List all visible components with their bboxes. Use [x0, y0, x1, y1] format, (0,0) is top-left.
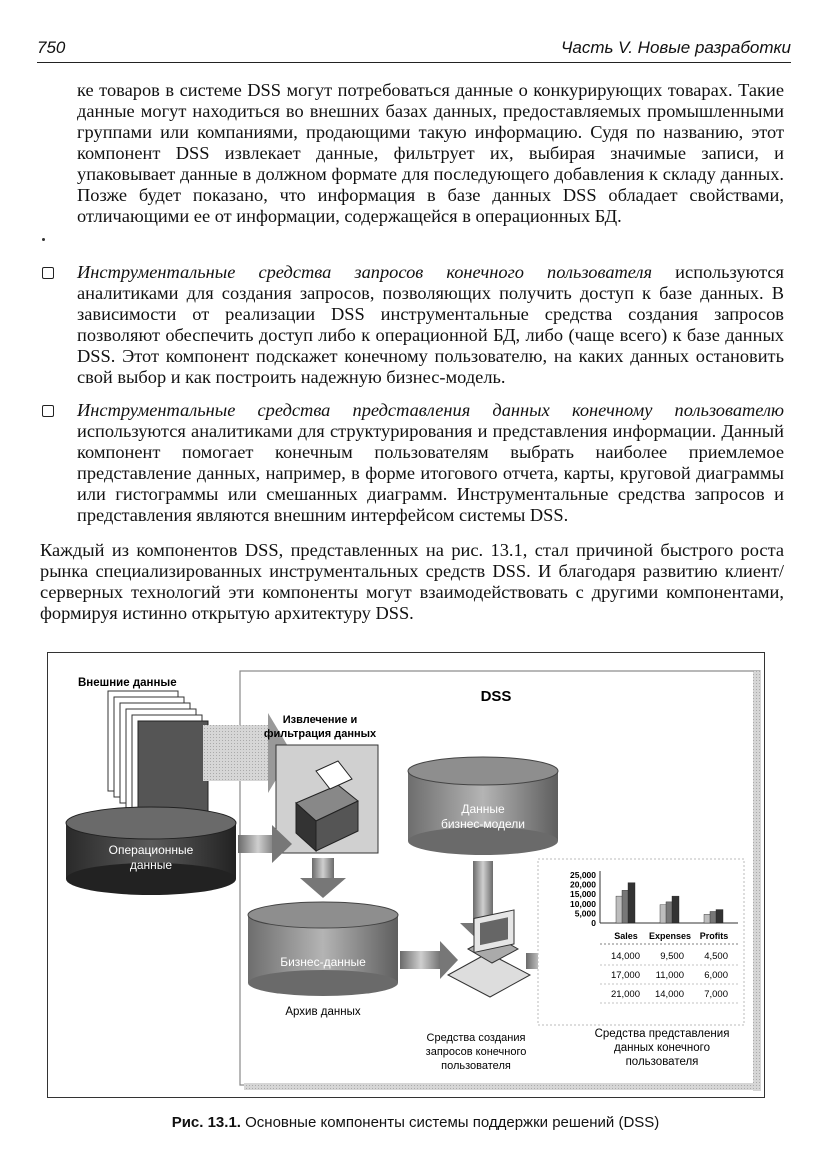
paragraph-text: Каждый из компонентов DSS, представленных на рис. 13.1, стал причиной быстрого роста рынка специализированных инструментальных средств DSS. И благодаря развитию клиент/серверных технологий эти компоненты могут взаимодействовать с другими компонентами, формируя истинно открытую архитектуру DSS.: [40, 540, 784, 623]
extract-label: фильтрация данных: [263, 728, 377, 740]
dss-diagram-svg: [48, 653, 764, 1097]
business-data-cylinder: [248, 902, 398, 996]
model-label: Данные: [461, 802, 505, 816]
flow-arrow-external: [203, 725, 268, 781]
y-tick-label: 10,000: [570, 898, 596, 909]
paragraph-text: ке товаров в системе DSS могут потребоваться данные о конкурирующих товарах. Такие данные могут находиться во внешних базах данных, предоставляемых промышленными группами или компаниями, продающими такую информацию. Судя по названию, этот компонент DSS извлекает данные, фильтрует их, выбирая значимые записи, и упаковывает данные в должном формате для последующего добавления к складу данных. Позже будет показано, что информация в базе данных DSS обладает свойствами, отличающими ее от информации, содержащейся в операционных БД.: [77, 80, 784, 226]
table-cell: 14,000: [610, 951, 640, 962]
table-cell: 21,000: [610, 989, 640, 1000]
table-cell: 4,500: [704, 951, 728, 962]
bullet-body: используются аналитиками для создания запросов, позволяющих получить доступ к базе данных. В зависимости от реализации DSS инструментальные средства создания запросов позволяют обеспечить доступ либо к операционной БД, либо (чаще всего) к базе данных DSS. Этот компонент подскажет конечному пользователю, на каких данных остановить свой выбор и как построить надежную бизнес-модель.: [77, 262, 785, 387]
y-tick-label: 0: [591, 918, 596, 928]
y-tick-label: 25,000: [570, 870, 596, 880]
running-header: [37, 36, 791, 63]
column-header: Expenses: [648, 931, 692, 941]
archive-label: Архив данных: [285, 1006, 361, 1018]
page-number: 750: [37, 38, 66, 57]
column-header: Sales: [614, 931, 638, 941]
chart-bar: [672, 896, 679, 923]
y-tick-label: 5,000: [574, 908, 596, 919]
bullet-item-presentation-tools: [40, 400, 784, 526]
bullet-term: Инструментальные средства представления данных конечному пользователю: [77, 400, 784, 420]
paragraph: [40, 540, 784, 624]
checkbox-bullet-icon: [42, 405, 54, 417]
flow-arrow-shaft: [400, 951, 442, 969]
chart-bar: [716, 910, 723, 923]
extract-label: Извлечение и: [282, 714, 358, 726]
external-data-label: Внешние данные: [78, 677, 177, 689]
query-tools-label: запросов конечного: [425, 1046, 527, 1058]
mini-chart-frame: [538, 859, 744, 1025]
column-header: Profits: [699, 931, 729, 941]
stray-mark: [42, 238, 45, 241]
operational-label: Операционные: [108, 843, 194, 857]
bullet-item-query-tools: [40, 262, 784, 388]
panel-shadow-right: [753, 671, 761, 1091]
paragraph-continued: [77, 80, 784, 227]
bullet-term: Инструментальные средства запросов конечного пользователя: [77, 262, 653, 282]
business-data-label: Бизнес-данные: [280, 955, 366, 969]
bullet-text: [77, 262, 784, 388]
table-cell: 9,500: [660, 951, 684, 962]
chart-bar: [628, 883, 635, 923]
figure-dss-diagram: [47, 652, 765, 1098]
bullet-body: используются аналитиками для структурирования и представления информации. Данный компонент помогает конечным пользователям выбрать наиболее приемлемое представление данных, например, в форме итогового отчета, карты, круговой диаграммы или гистограммы или смешанных диаграмм. Инструментальные средства запросов и представления являются внешним интерфейсом системы DSS.: [77, 421, 784, 525]
flow-arrow-shaft: [473, 861, 493, 923]
table-cell: 11,000: [655, 970, 684, 981]
presentation-label: Средства представления: [594, 1028, 730, 1040]
y-tick-label: 15,000: [570, 889, 596, 900]
caption-label: Рис. 13.1.: [171, 1114, 241, 1131]
figure-caption: [0, 1114, 831, 1131]
model-label: бизнес-модели: [440, 817, 526, 831]
operational-label: данные: [129, 858, 173, 872]
query-tools-label: пользователя: [441, 1060, 511, 1072]
document-stack-icon: [108, 691, 208, 821]
query-tools-label: Средства создания: [426, 1032, 526, 1044]
table-cell: 17,000: [610, 970, 640, 981]
part-title: Часть V. Новые разработки: [560, 38, 791, 57]
dss-label: DSS: [480, 688, 512, 705]
presentation-label: пользователя: [625, 1056, 699, 1068]
caption-text: Основные компоненты системы поддержки решений (DSS): [240, 1114, 660, 1131]
table-cell: 6,000: [704, 970, 728, 981]
bullet-text: [77, 400, 784, 526]
presentation-label: данных конечного: [613, 1042, 711, 1054]
flow-arrow-shaft: [312, 858, 334, 878]
panel-shadow-bottom: [244, 1083, 761, 1090]
checkbox-bullet-icon: [42, 267, 54, 279]
table-cell: 14,000: [654, 989, 684, 1000]
table-cell: 7,000: [704, 989, 728, 1000]
y-tick-label: 20,000: [570, 879, 596, 890]
